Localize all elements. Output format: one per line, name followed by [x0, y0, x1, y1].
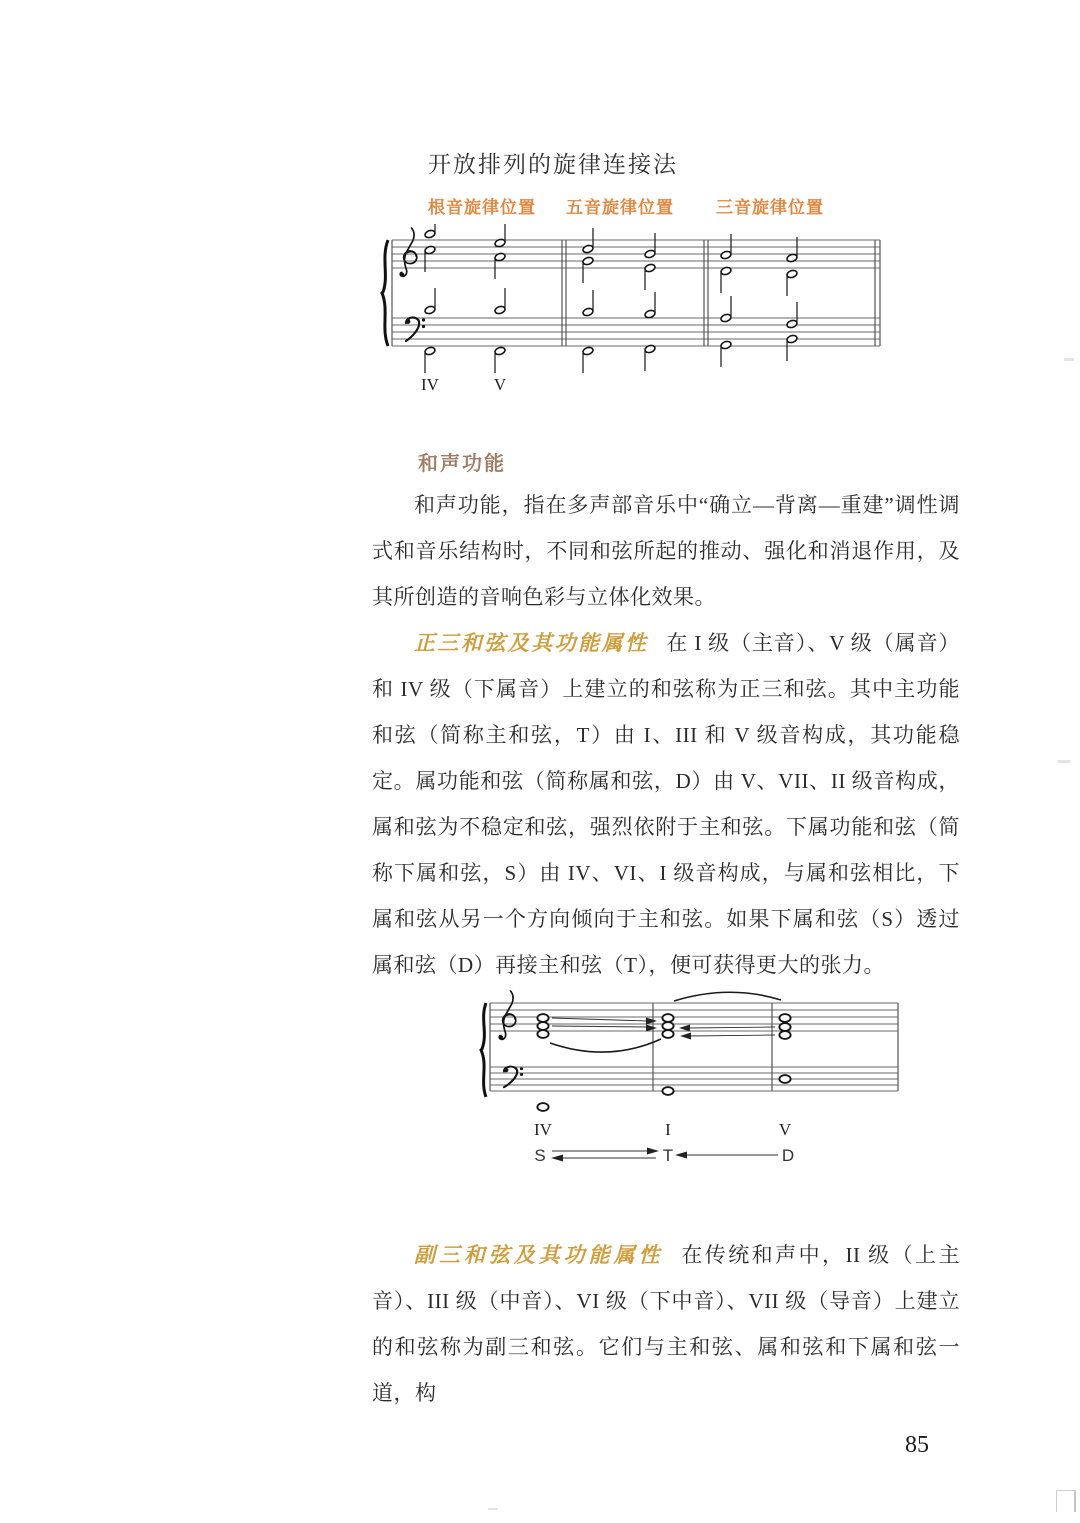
- figure1-title: 开放排列的旋律连接法: [428, 152, 678, 177]
- scan-artifact: [1058, 760, 1070, 763]
- function-label-S: S: [534, 1146, 546, 1165]
- barlines: [392, 240, 880, 346]
- figure1-label-third-position: 三音旋律位置: [716, 198, 824, 217]
- page-number: 85: [905, 1432, 929, 1458]
- paragraph-secondary-triads-inner: [372, 1232, 960, 1416]
- paragraph-harmonic-function: 和声功能，指在多声部音乐中“确立—背离—重建”调性调式和音乐结构时，不同和弦所起的推动、强化和消退作用，及其所创造的音响色彩与立体化效果。: [372, 493, 960, 609]
- staff-lines: [490, 1003, 898, 1091]
- roman-numeral-V: V: [493, 375, 507, 394]
- figure2-grand-staff: [478, 985, 908, 1170]
- system-brace: [382, 240, 388, 346]
- roman-numeral-IV: IV: [534, 1120, 552, 1139]
- roman-numeral-V: V: [778, 1120, 792, 1139]
- figure1-grand-staff: [378, 224, 886, 396]
- subheading-primary-triads: 正三和弦及其功能属性: [414, 631, 649, 655]
- crop-mark: [488, 1508, 498, 1510]
- function-label-T: T: [662, 1146, 674, 1165]
- barlines: [490, 1003, 898, 1091]
- system-brace: [481, 1003, 486, 1097]
- chords: [424, 224, 798, 373]
- paragraph-secondary-triads-text: 在传统和声中，II 级（上主音）、III 级（中音）、VI 级（下中音）、VII 级（导音）上建立的和弦称为副三和弦。它们与主和弦、属和弦和下属和弦一道，构: [372, 1243, 960, 1405]
- section-heading: 和声功能: [418, 453, 506, 475]
- scan-artifact: [1064, 358, 1074, 361]
- chords: [537, 1014, 790, 1111]
- paragraph-primary-triads: [372, 620, 960, 988]
- paragraph-primary-triads-text: 在 I 级（主音）、V 级（属音）和 IV 级（下属音）上建立的和弦称为正三和弦。其中主功能和弦（简称主和弦，T）由 I、III 和 V 级音构成，其功能稳定。属功能和弦（简称属和弦，D）由 V、VII、II 级音构成，属和弦为不稳定和弦，强烈依附于主和弦。下属功能和弦（简称下属和弦，S）由 IV、VI、I 级音构成，与属和弦相比，下属和弦从另一个方向倾向于主和弦。如果下属和弦（S）透过属和弦（D）再接主和弦（T），便可获得更大的张力。: [372, 631, 961, 977]
- roman-numeral-IV: IV: [421, 375, 439, 394]
- figure1-label-root-position: 根音旋律位置: [428, 198, 536, 217]
- paragraph-secondary-triads: [372, 1232, 960, 1416]
- function-label-D: D: [781, 1146, 795, 1165]
- subheading-secondary-triads: 副三和弦及其功能属性: [414, 1243, 664, 1267]
- figure1-label-fifth-position: 五音旋律位置: [566, 198, 674, 217]
- staff-lines: [392, 240, 880, 346]
- roman-numeral-I: I: [665, 1120, 671, 1139]
- crop-mark-corner: [1056, 1490, 1076, 1512]
- body-text-block: [372, 482, 960, 988]
